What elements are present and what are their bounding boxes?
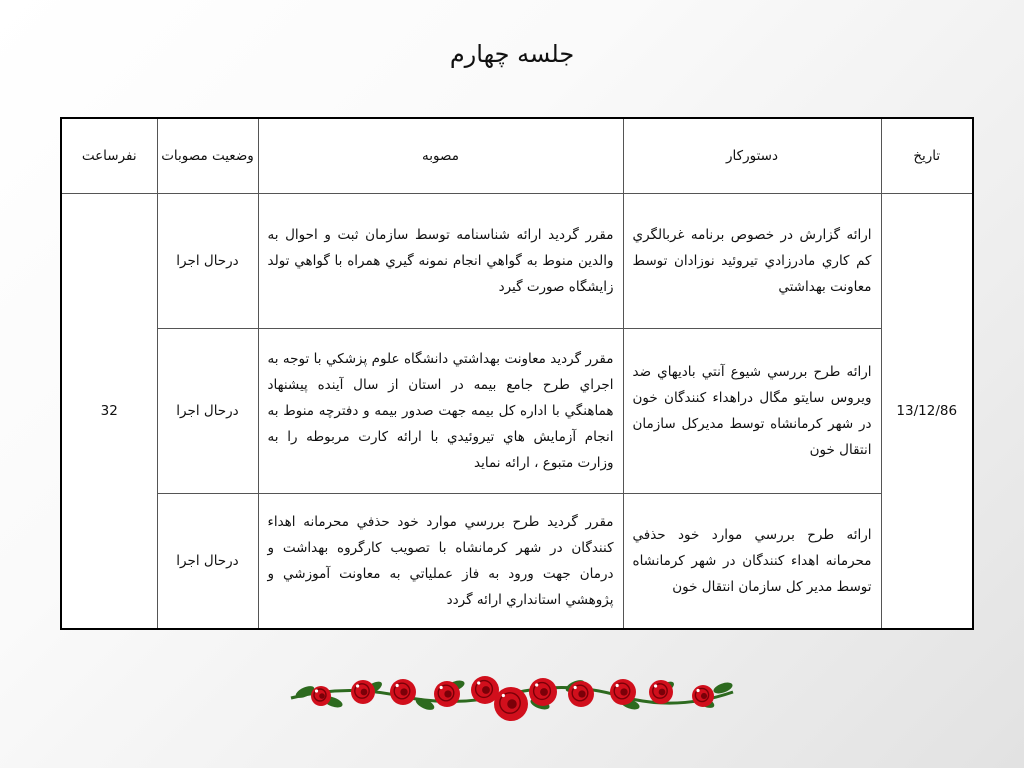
header-person-hours: نفرساعت: [61, 118, 157, 194]
agenda-cell: ارائه طرح بررسي شيوع آنتي باديهاي ضد ويروس سايتو مگال دراهداء كنندگان خون در شهر كرمانشاه توسط مديركل سازمان انتقال خون: [623, 329, 881, 494]
rose-center-icon: [400, 688, 407, 695]
rose-center-icon: [540, 688, 548, 696]
rose-center-icon: [659, 689, 666, 696]
header-status: وضعيت مصوبات: [157, 118, 258, 194]
decision-cell: مقرر گرديد معاونت بهداشتي دانشگاه علوم پزشكي با توجه به اجراي طرح جامع بيمه در استان از سال آينده پيشنهاد هماهنگي با اداره كل بيمه جهت صدور بيمه و دفترچه منوط به انجام آزمايش هاي تيروئيدي با ارائه كارت مربوطه را به وزارت متبوع ، ارائه نمايد: [258, 329, 623, 494]
sparkle-icon: [315, 689, 318, 692]
page-title: جلسه چهارم: [449, 40, 575, 68]
person-hours-cell: 32: [61, 194, 157, 629]
rose-center-icon: [444, 690, 451, 697]
status-cell: درحال اجرا: [157, 329, 258, 494]
table-row: [61, 494, 973, 629]
minutes-table: [60, 117, 974, 630]
rose-center-icon: [507, 699, 517, 709]
rose-garland-icon: [291, 676, 734, 721]
table-row: [61, 194, 973, 329]
decision-cell: مقرر گرديد طرح بررسي موارد خود حذفي محرمانه اهداء كنندگان در شهر كرمانشاه با تصويب كارگروه بهداشت و درمان جهت ورود به فاز عملياتي به معاونت آموزشي و پژوهشي استانداري ارائه گردد: [258, 494, 623, 629]
rose-garland-decoration: [285, 662, 739, 726]
status-cell: درحال اجرا: [157, 194, 258, 329]
sparkle-icon: [396, 684, 399, 687]
table-header-row: [61, 118, 973, 194]
status-cell: درحال اجرا: [157, 494, 258, 629]
sparkle-icon: [696, 689, 699, 692]
header-date: تاريخ: [881, 118, 973, 194]
rose-center-icon: [361, 689, 368, 696]
sparkle-icon: [616, 684, 619, 687]
table-row: [61, 329, 973, 494]
rose-center-icon: [482, 686, 490, 694]
sparkle-icon: [654, 684, 657, 687]
rose-center-icon: [319, 693, 325, 699]
decision-cell: مقرر گرديد ارائه شناسنامه توسط سازمان ثبت و احوال به والدين منوط به گواهي انجام نمونه گيري همراه با گواهي تولد زايشگاه صورت گيرد: [258, 194, 623, 329]
rose-center-icon: [620, 688, 627, 695]
sparkle-icon: [440, 686, 443, 689]
sparkle-icon: [574, 686, 577, 689]
header-agenda: دستوركار: [623, 118, 881, 194]
sparkle-icon: [477, 681, 480, 684]
sparkle-icon: [535, 683, 538, 686]
rose-center-icon: [578, 690, 585, 697]
header-decision: مصوبه: [258, 118, 623, 194]
sparkle-icon: [356, 684, 359, 687]
sparkle-icon: [502, 694, 505, 697]
agenda-cell: ارائه گزارش در خصوص برنامه غربالگري كم كاري مادرزادي تيروئيد نوزادان توسط معاونت بهداشتي: [623, 194, 881, 329]
agenda-cell: ارائه طرح بررسي موارد خود حذفي محرمانه اهداء كنندگان در شهر كرمانشاه توسط مدير كل سازمان انتقال خون: [623, 494, 881, 629]
rose-center-icon: [701, 693, 707, 699]
date-cell: 13/12/86: [881, 194, 973, 629]
